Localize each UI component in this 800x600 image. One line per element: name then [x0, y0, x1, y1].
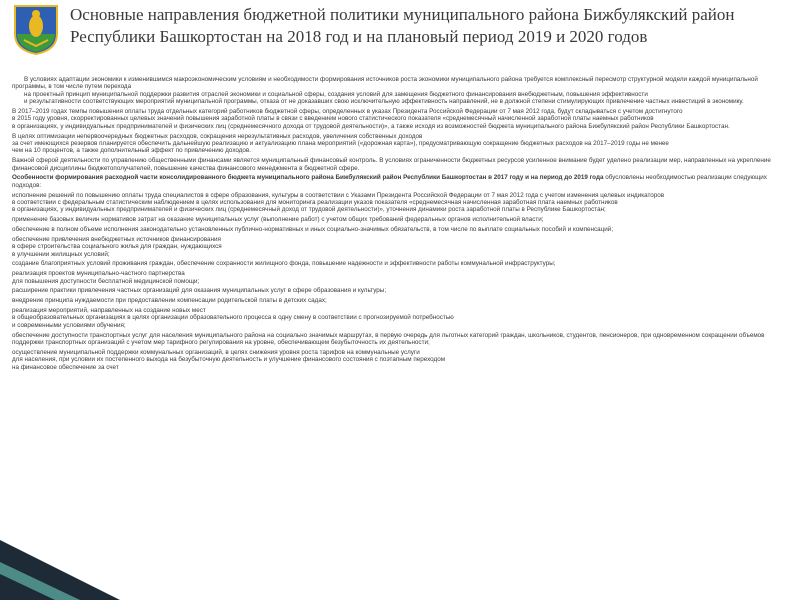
paragraph-expenditure-features — [12, 174, 788, 189]
document-body — [12, 76, 788, 556]
heading-continuation: обусловлены необходимостью реализации следующих подходов: — [12, 174, 767, 189]
list-item: внедрение принципа нуждаемости при предоставлении компенсации родительской платы в детских садах; — [12, 297, 327, 305]
list-item: применение базовых величин нормативов затрат на оказание муниципальных услуг (выполнение работ) с учетом общих требований федеральных органов исполнительной власти; — [12, 216, 544, 224]
list-item — [12, 270, 788, 285]
text-line: в общеобразовательных организациях в целях организации образовательного процесса в одну смену в соответствии с прогнозируемой потребностью — [12, 314, 454, 322]
emblem-bird-head-icon — [32, 10, 40, 18]
text-line: за счет имеющихся резервов планируется обеспечить дальнейшую реализацию и актуализацию плана мероприятий («дорожная карта»), предусматривающую сокращение бюджетных расходов на 2017–2019 годы не менее — [12, 140, 669, 148]
text-line: В 2017–2019 годах темпы повышения оплаты труда отдельных категорий работников бюджетной сферы, определенных в указах Президента Российской Федерации от 7 мая 2012 года, будут складываться с учетом достигнутого — [12, 108, 683, 116]
list-item — [12, 349, 788, 371]
list-item: расширение практики привлечения частных организаций для оказания муниципальных услуг в сфере образования и культуры; — [12, 287, 387, 295]
paragraph-salary — [12, 108, 788, 130]
text-line: в улучшении жилищных условий; — [12, 250, 110, 258]
text-line: В условиях адаптации экономики к изменившимся макроэкономическим условиям и необходимости формирования источников роста экономики муниципального района требуется комплексный пересмотр структурной модели каждой муниципальной программы, в том числе путем перехода — [12, 76, 758, 91]
text-line: и результативности соответствующих мероприятий муниципальной программы, отказа от не доказавших свою исключительную эффективность направлений, не в должной степени стимулирующих привлечение частных инвестиций в экономику. — [24, 98, 744, 106]
list-item — [12, 192, 788, 214]
text-line: в организациях, у индивидуальных предпринимателей и физических лиц (среднемесячного дохода от трудовой деятельности)», а также исходя из возможностей бюджета муниципального района Бижбулякский район Республики Башкортостан. — [12, 122, 730, 130]
text-line: на финансовое обеспечение за счет — [12, 363, 119, 371]
text-line: реализация проектов муниципально-частного партнерства — [12, 270, 185, 278]
paragraph-optimization — [12, 133, 788, 155]
text-line: реализация мероприятий, направленных на создание новых мест — [12, 307, 206, 315]
list-item — [12, 307, 788, 329]
text-line: в соответствии с федеральным статистическим наблюдением в целях использования для мониторинга реализации указов показателя «среднемесячная начисленная заработная плата наемных работников — [12, 199, 618, 207]
list-item — [12, 236, 788, 258]
text-line: осуществление муниципальной поддержки коммунальных организаций, в целях снижения уровня роста тарифов на коммунальные услуги — [12, 348, 420, 356]
paragraph-financial-control: Важной сферой деятельности по управлению общественными финансами является муниципальный финансовый контроль. В условиях ограниченности бюджетных ресурсов усиленное внимание будет уделено реализации мер, направленных на укрепление финансовой дисциплины бюджетополучателей, повышение качества финансового менеджмента в бюджетной сфере. — [12, 157, 771, 172]
list-item: обеспечение в полном объеме исполнения законодательно установленных публично-нормативных и иных социально-значимых обязательств, в том числе по выплате социальных пособий и компенсаций; — [12, 226, 614, 234]
text-line: и современными условиями обучения; — [12, 321, 126, 329]
list-item: создание благоприятных условий проживания граждан, обеспечение сохранности жилищного фонда, повышение надежности и эффективности работы коммунальной инфраструктуры; — [12, 260, 556, 268]
text-line: для населения, при условии их постепенного выхода на безубыточную деятельность и улучшение финансового состояния с поэтапным переходом — [12, 356, 446, 364]
bold-heading: Особенности формирования расходной части консолидированного бюджета муниципального района Бижбулякский район Республики Башкортостан в 2017 году и на период до 2019 года — [12, 174, 604, 182]
emblem-bird-icon — [29, 15, 43, 37]
text-line: исполнение решений по повышению оплаты труда специалистов в сфере образования, культуры в соответствии с Указами Президента Российской Федерации от 7 мая 2012 года с учетом изменения целевых индикаторов — [12, 191, 665, 199]
text-line: В целях оптимизации непервоочередных бюджетных расходов, сокращения нерезультативных расходов, увеличения собственных доходов — [12, 132, 423, 140]
list-item: обеспечение доступности транспортных услуг для населения муниципального района на социально значимых маршрутах, в первую очередь для льготных категорий граждан, школьников, студентов, пенсионеров, при одновременном сокращении объемов поддержки транспортных организаций с учетом мер тарифного регулирования на уровне, обеспечивающем безубыточность их деятельности; — [12, 331, 765, 347]
text-line: чем на 10 процентов, а также дополнительный эффект по привлечению доходов. — [12, 147, 252, 155]
paragraph-adaptation — [12, 76, 788, 106]
corner-decoration — [0, 540, 800, 600]
text-line: обеспечение привлечения внебюджетных источников финансирования — [12, 235, 221, 243]
bizhbulyak-coat-of-arms-icon — [12, 4, 60, 56]
text-line: на проектный принцип муниципальной поддержки развития отраслей экономики и социальной сферы, создания условий для замещения бюджетного финансирования внебюджетным, повышения эффективности — [24, 90, 648, 98]
text-line: для повышения доступности бесплатной медицинской помощи; — [12, 277, 200, 285]
text-line: в 2015 году уровня, скорректированных целевых значений повышения заработной платы в связи с введением нового статистического показателя «среднемесячный начисленной заработной платы наемных работников — [12, 115, 654, 123]
text-line: в организациях, у индивидуальных предпринимателей и физических лиц (среднемесячный доход от трудовой деятельности)», уточнения динамики роста заработной платы в Республике Башкортостан; — [12, 206, 606, 214]
text-line: в сфере строительства социального жилья для граждан, нуждающихся — [12, 243, 222, 251]
page-title: Основные направления бюджетной политики муниципального района Бижбулякский район Республики Башкортостан на 2018 год и на плановый период 2019 и 2020 годов — [70, 5, 735, 46]
